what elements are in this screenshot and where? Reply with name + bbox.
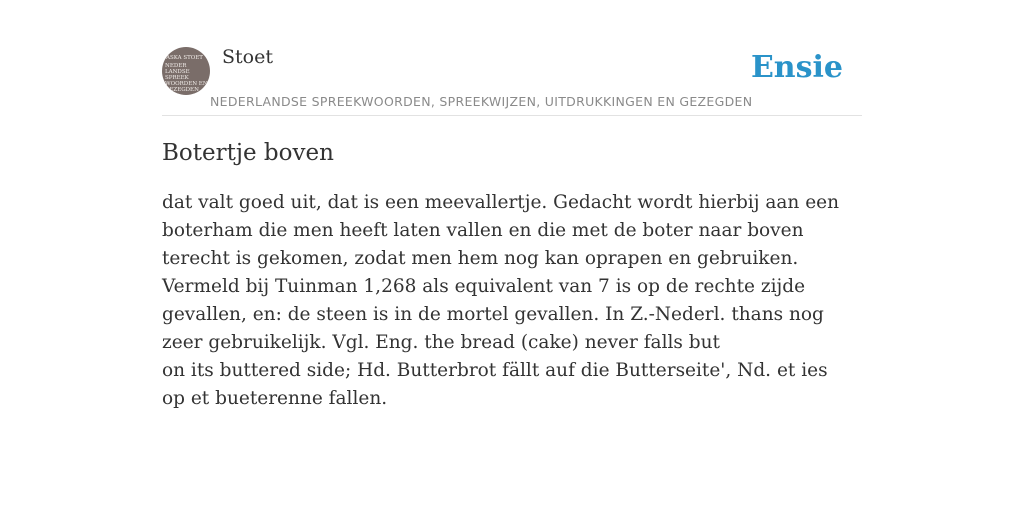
- avatar-cover-text: NEDER LANDSE SPREEK WOORDEN EN GEZEGDEN: [165, 63, 208, 93]
- entry-paragraph: dat valt goed uit, dat is een meevallertje. Gedacht wordt hierbij aan een boterham die men heeft laten vallen en die met de boter naar boven terecht is gekomen, zodat men hem nog kan oprapen en gebruiken. Vermeld bij Tuinman 1,268 als equivalent van 7 is op de rechte zijde gevallen, en: de steen is in de mortel gevallen. In Z.-Nederl. thans nog zeer gebruikelijk. Vgl. Eng. the bread (cake) never falls but: [162, 192, 840, 353]
- avatar-top-text: ASKA STOET: [166, 55, 203, 61]
- brand-logo[interactable]: Ensie: [750, 50, 843, 85]
- entry-paragraph: on its buttered side; Hd. Butterbrot fällt auf die Butterseite', Nd. et ies op et bueterenne fallen.: [162, 360, 828, 409]
- source-subtitle: NEDERLANDSE SPREEKWOORDEN, SPREEKWIJZEN, UITDRUKKINGEN EN GEZEGDEN: [210, 94, 753, 109]
- source-avatar[interactable]: [162, 47, 210, 95]
- source-header: [162, 44, 862, 116]
- entry-card: [162, 44, 862, 413]
- source-name-link[interactable]: Stoet: [222, 46, 273, 68]
- entry-title: Botertje boven: [162, 140, 334, 166]
- entry-body: [162, 189, 852, 413]
